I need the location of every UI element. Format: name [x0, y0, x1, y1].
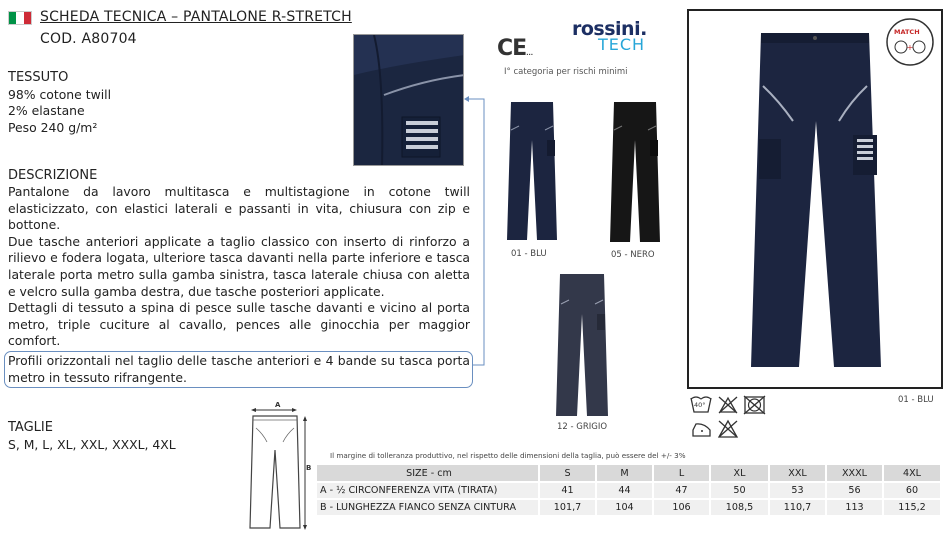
table-cell: 101,7 [539, 499, 596, 516]
size-table [317, 465, 942, 517]
size-column-header: XXXL [826, 465, 883, 482]
table-row [317, 482, 941, 499]
color-label-black: 05 - NERO [611, 250, 655, 260]
description-text [8, 184, 470, 350]
brand-logo-sub: TECH [598, 35, 646, 54]
iron-icon [693, 424, 710, 436]
description-paragraph: Due tasche anteriori applicate a taglio classico con inserto di rinforzo a rilievo e fodera logata, ulteriore tasca davanti nella parte inferiore e tasca laterale porta metro sulla gamba sinistra, tasca laterale chiusa con aletta e velcro sulla gamba destra, due tasche posteriori applicate. [8, 233, 470, 299]
size-column-header: M [596, 465, 653, 482]
table-cell: 110,7 [769, 499, 826, 516]
size-column-header: 4XL [883, 465, 941, 482]
fabric-line: 2% elastane [8, 103, 85, 119]
table-cell: 50 [710, 482, 769, 499]
size-header-label: SIZE - cm [317, 465, 539, 482]
fabric-composition [8, 87, 111, 136]
pants-photo-black [606, 100, 664, 246]
table-cell: 41 [539, 482, 596, 499]
highlight-text: Profili orizzontali nel taglio delle tasche anteriori e 4 bande su tasca porta metro in tessuto rifrangente. [8, 353, 470, 385]
table-cell: 104 [596, 499, 653, 516]
match-badge-text: MATCH [894, 28, 920, 36]
match-badge-icon [885, 17, 935, 67]
table-cell: 60 [883, 482, 941, 499]
no-bleach-icon [719, 397, 737, 413]
size-column-header: XL [710, 465, 769, 482]
description-paragraph: Dettagli di tessuto a spina di pesce sulle tasche davanti e vicino al porta metro, triple cuciture al cavallo, pences alle ginocchia per maggior comfort. [8, 300, 470, 349]
color-label-grey: 12 - GRIGIO [557, 422, 608, 432]
detail-photo-drawing [354, 35, 464, 166]
diagram-label-b: B [306, 464, 312, 472]
table-cell: 106 [653, 499, 710, 516]
ce-category-note: I° categoria per rischi minimi [504, 67, 628, 77]
italy-flag-icon [8, 11, 32, 25]
ce-mark [497, 36, 533, 61]
wash-temperature: 40° [694, 401, 706, 409]
table-cell: 113 [826, 499, 883, 516]
fabric-line: 98% cotone twill [8, 87, 112, 102]
callout-connector [460, 95, 490, 370]
no-tumble-dry-icon [744, 396, 765, 414]
row-label: B - LUNGHEZZA FIANCO SENZA CINTURA [317, 499, 539, 516]
size-column-header: L [653, 465, 710, 482]
table-cell: 47 [653, 482, 710, 499]
fabric-heading: TESSUTO [8, 70, 69, 85]
detail-photo-reflective-bands [353, 34, 464, 166]
sizes-list: S, M, L, XL, XXL, XXXL, 4XL [8, 437, 176, 452]
table-cell: 108,5 [710, 499, 769, 516]
table-cell: 44 [596, 482, 653, 499]
product-code: COD. A80704 [40, 31, 137, 47]
tolerance-note: Il margine di tolleranza produttivo, nel rispetto delle dimensioni della taglia, può essere del +/- 3% [330, 451, 686, 460]
diagram-label-a: A [275, 401, 281, 409]
table-cell: 53 [769, 482, 826, 499]
table-cell: 115,2 [883, 499, 941, 516]
main-photo-label: 01 - BLU [898, 395, 934, 405]
size-table-header-row [317, 465, 941, 482]
pants-photo-blue [503, 100, 561, 246]
main-pants-drawing [689, 11, 941, 387]
row-label: A - ½ CIRCONFERENZA VITA (TIRATA) [317, 482, 539, 499]
ce-mark-text: CE [497, 36, 527, 61]
page-title: SCHEDA TECNICA – PANTALONE R-STRETCH [40, 9, 352, 25]
svg-text:+: + [906, 43, 914, 52]
sizes-heading: TAGLIE [8, 420, 53, 435]
pants-photo-grey [553, 272, 611, 420]
description-paragraph: Pantalone da lavoro multitasca e multistagione in cotone twill elasticizzato, con elastici laterali e passanti in vita, chiusura con zip e bottone. [8, 184, 470, 233]
color-label-blue: 01 - BLU [511, 249, 547, 259]
brand-logo-name: rossini. [572, 18, 647, 40]
size-column-header: S [539, 465, 596, 482]
description-heading: DESCRIZIONE [8, 168, 98, 183]
table-cell: 56 [826, 482, 883, 499]
table-row [317, 499, 941, 516]
ce-mark-suffix: ... [526, 50, 534, 57]
fabric-line: Peso 240 g/m² [8, 119, 98, 135]
no-chlorine-icon [719, 421, 737, 437]
size-column-header: XXL [769, 465, 826, 482]
